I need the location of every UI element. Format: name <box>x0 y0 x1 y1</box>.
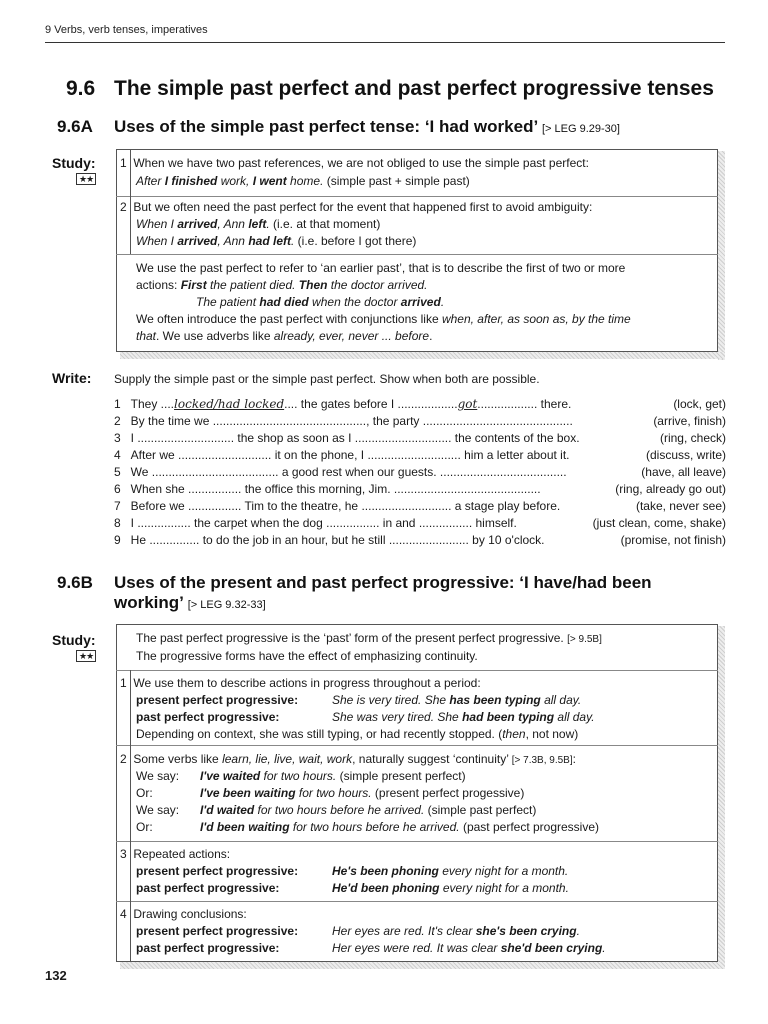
exercise-cue: (promise, not finish) <box>620 533 726 547</box>
section-a-number: 9.6A <box>57 117 93 136</box>
exercise-item: 4 After we ............................ it on the phone, I ............................ him a letter about it. (discuss, write) <box>114 448 726 462</box>
box1-point-1-line-1: 1 When we have two past references, we are not obliged to use the simple past perfect: <box>120 156 589 170</box>
study-box-1-divider-2 <box>116 254 718 255</box>
exercise-item: 8 I ................ the carpet when the dog ................ in and ................ himself. (just clean, come, shake) <box>114 516 726 530</box>
section-b-title-line-2: working’ <box>114 593 183 612</box>
box1-note-line-5: that. We use adverbs like already, ever, never ... before. <box>136 329 433 343</box>
box2-point-2-row-3: We say: I'd waited for two hours before he arrived. (simple past perfect) <box>136 803 537 817</box>
box2-point-4-line-3: past perfect progressive: Her eyes were red. It was clear she'd been crying. <box>136 941 606 955</box>
exercise-cue: (arrive, finish) <box>653 414 726 428</box>
section-a-ref: [> LEG 9.29-30] <box>541 123 620 135</box>
study-box-2-divider-4 <box>116 901 718 902</box>
box1-note-line-3: The patient had died when the doctor arrived. <box>196 295 445 309</box>
study-box-2-shadow-bottom <box>120 962 725 969</box>
exercise-item: 6 When she ................ the office this morning, Jim. ............................................ (ring, already go out) <box>114 482 726 496</box>
exercise-item: 7 Before we ................ Tim to the theatre, he ........................... a stage play before. (take, never see) <box>114 499 726 513</box>
study-box-1-shadow-bottom <box>120 352 725 359</box>
box2-point-4-line-1: 4 Drawing conclusions: <box>120 907 247 921</box>
running-head: 9 Verbs, verb tenses, imperatives <box>45 24 208 36</box>
box2-point-1-line-2: present perfect progressive: She is very tired. She has been typing all day. <box>136 693 582 707</box>
difficulty-stars-2: ★★ <box>76 650 96 662</box>
exercise-item: 9 He ............... to do the job in an hour, but he still ........................ by 10 o'clock. (promise, not finish) <box>114 533 726 547</box>
section-b-title-line-1: Uses of the present and past perfect progressive: ‘I have/had been <box>114 573 652 592</box>
box2-point-1-line-3: past perfect progressive: She was very tired. She had been typing all day. <box>136 710 595 724</box>
write-instruction: Supply the simple past or the simple past perfect. Show when both are possible. <box>114 372 540 386</box>
box2-intro-line-2: The progressive forms have the effect of emphasizing continuity. <box>136 649 478 663</box>
section-b-ref: [> LEG 9.32-33] <box>187 599 266 611</box>
box2-point-3-line-2: present perfect progressive: He's been phoning every night for a month. <box>136 864 569 878</box>
box2-point-3-line-3: past perfect progressive: He'd been phoning every night for a month. <box>136 881 569 895</box>
box2-point-1-line-1: 1 We use them to describe actions in progress throughout a period: <box>120 676 481 690</box>
box2-point-1-line-4: Depending on context, she was still typing, or had recently stopped. (then, not now) <box>136 727 579 741</box>
chapter-heading-number: 9.6 <box>66 77 96 100</box>
page-number: 132 <box>45 968 67 983</box>
study-box-2-divider-1 <box>116 670 718 671</box>
study-box-2-divider-3 <box>116 841 718 842</box>
exercise-cue: (lock, get) <box>673 397 726 411</box>
box2-point-4-line-2: present perfect progressive: Her eyes are red. It's clear she's been crying. <box>136 924 580 938</box>
box2-point-2-row-1: We say: I've waited for two hours. (simple present perfect) <box>136 769 466 783</box>
study-box-2-shadow-right <box>718 626 725 969</box>
study-label-2: Study: <box>52 632 96 648</box>
handwritten-answer: got <box>457 397 478 411</box>
section-a-heading <box>57 117 620 137</box>
box1-note-line-1: We use the past perfect to refer to ‘an earlier past’, that is to describe the first of two or more <box>136 261 626 275</box>
study-box-1-shadow-right <box>718 151 725 360</box>
section-b-number: 9.6B <box>57 573 93 592</box>
exercise-cue: (just clean, come, shake) <box>592 516 726 530</box>
exercise-item: 1 They ....locked/had locked.... the gates before I ..................got.................. there. (lock, get) <box>114 397 726 411</box>
exercise-cue: (ring, already go out) <box>615 482 726 496</box>
difficulty-stars-1: ★★ <box>76 173 96 185</box>
box1-point-2-line-2: When I arrived, Ann left. (i.e. at that moment) <box>136 217 381 231</box>
chapter-heading-title: The simple past perfect and past perfect progressive tenses <box>114 77 714 100</box>
exercise-cue: (ring, check) <box>659 431 726 445</box>
box1-point-1-line-2: After I finished work, I went home. (simple past + simple past) <box>136 174 470 188</box>
write-label: Write: <box>52 370 92 386</box>
box1-note-line-2: actions: First the patient died. Then the doctor arrived. <box>136 278 428 292</box>
exercise-cue: (discuss, write) <box>645 448 726 462</box>
box2-intro-line-1: The past perfect progressive is the ‘past’ form of the present perfect progressive. [> 9.5B] <box>136 631 602 645</box>
exercise-cue: (take, never see) <box>635 499 726 513</box>
box1-point-2-line-3: When I arrived, Ann had left. (i.e. before I got there) <box>136 234 417 248</box>
box2-point-2-line-1: 2 Some verbs like learn, lie, live, wait, work, naturally suggest ‘continuity’ [> 7.3B, 9.5B]: <box>120 752 576 766</box>
exercise-item: 3 I ............................. the shop as soon as I ............................. the contents of the box. (ring, check) <box>114 431 726 445</box>
box2-point-2-row-2: Or: I've been waiting for two hours. (present perfect progessive) <box>136 786 525 800</box>
chapter-heading <box>66 77 714 101</box>
box2-point-2-row-4: Or: I'd been waiting for two hours before he arrived. (past perfect progressive) <box>136 820 600 834</box>
exercise-cue: (have, all leave) <box>641 465 726 479</box>
exercise-item: 2 By the time we .............................................., the party ............................................. (arrive, finish) <box>114 414 726 428</box>
handwritten-answer: locked/had locked <box>174 397 285 411</box>
study-box-1-divider-1 <box>116 196 718 197</box>
header-rule <box>45 42 725 43</box>
section-a-title: Uses of the simple past perfect tense: ‘I had worked’ <box>114 117 538 136</box>
study-box-2-divider-2 <box>116 745 718 746</box>
section-b-heading <box>57 573 652 613</box>
box1-point-2-line-1: 2 But we often need the past perfect for the event that happened first to avoid ambiguity: <box>120 200 593 214</box>
box1-note-line-4: We often introduce the past perfect with conjunctions like when, after, as soon as, by the time <box>136 312 631 326</box>
box2-point-3-line-1: 3 Repeated actions: <box>120 847 231 861</box>
study-label-1: Study: <box>52 155 96 171</box>
exercise-item: 5 We ...................................... a good rest when our guests. ...................................... (have, all leave) <box>114 465 726 479</box>
